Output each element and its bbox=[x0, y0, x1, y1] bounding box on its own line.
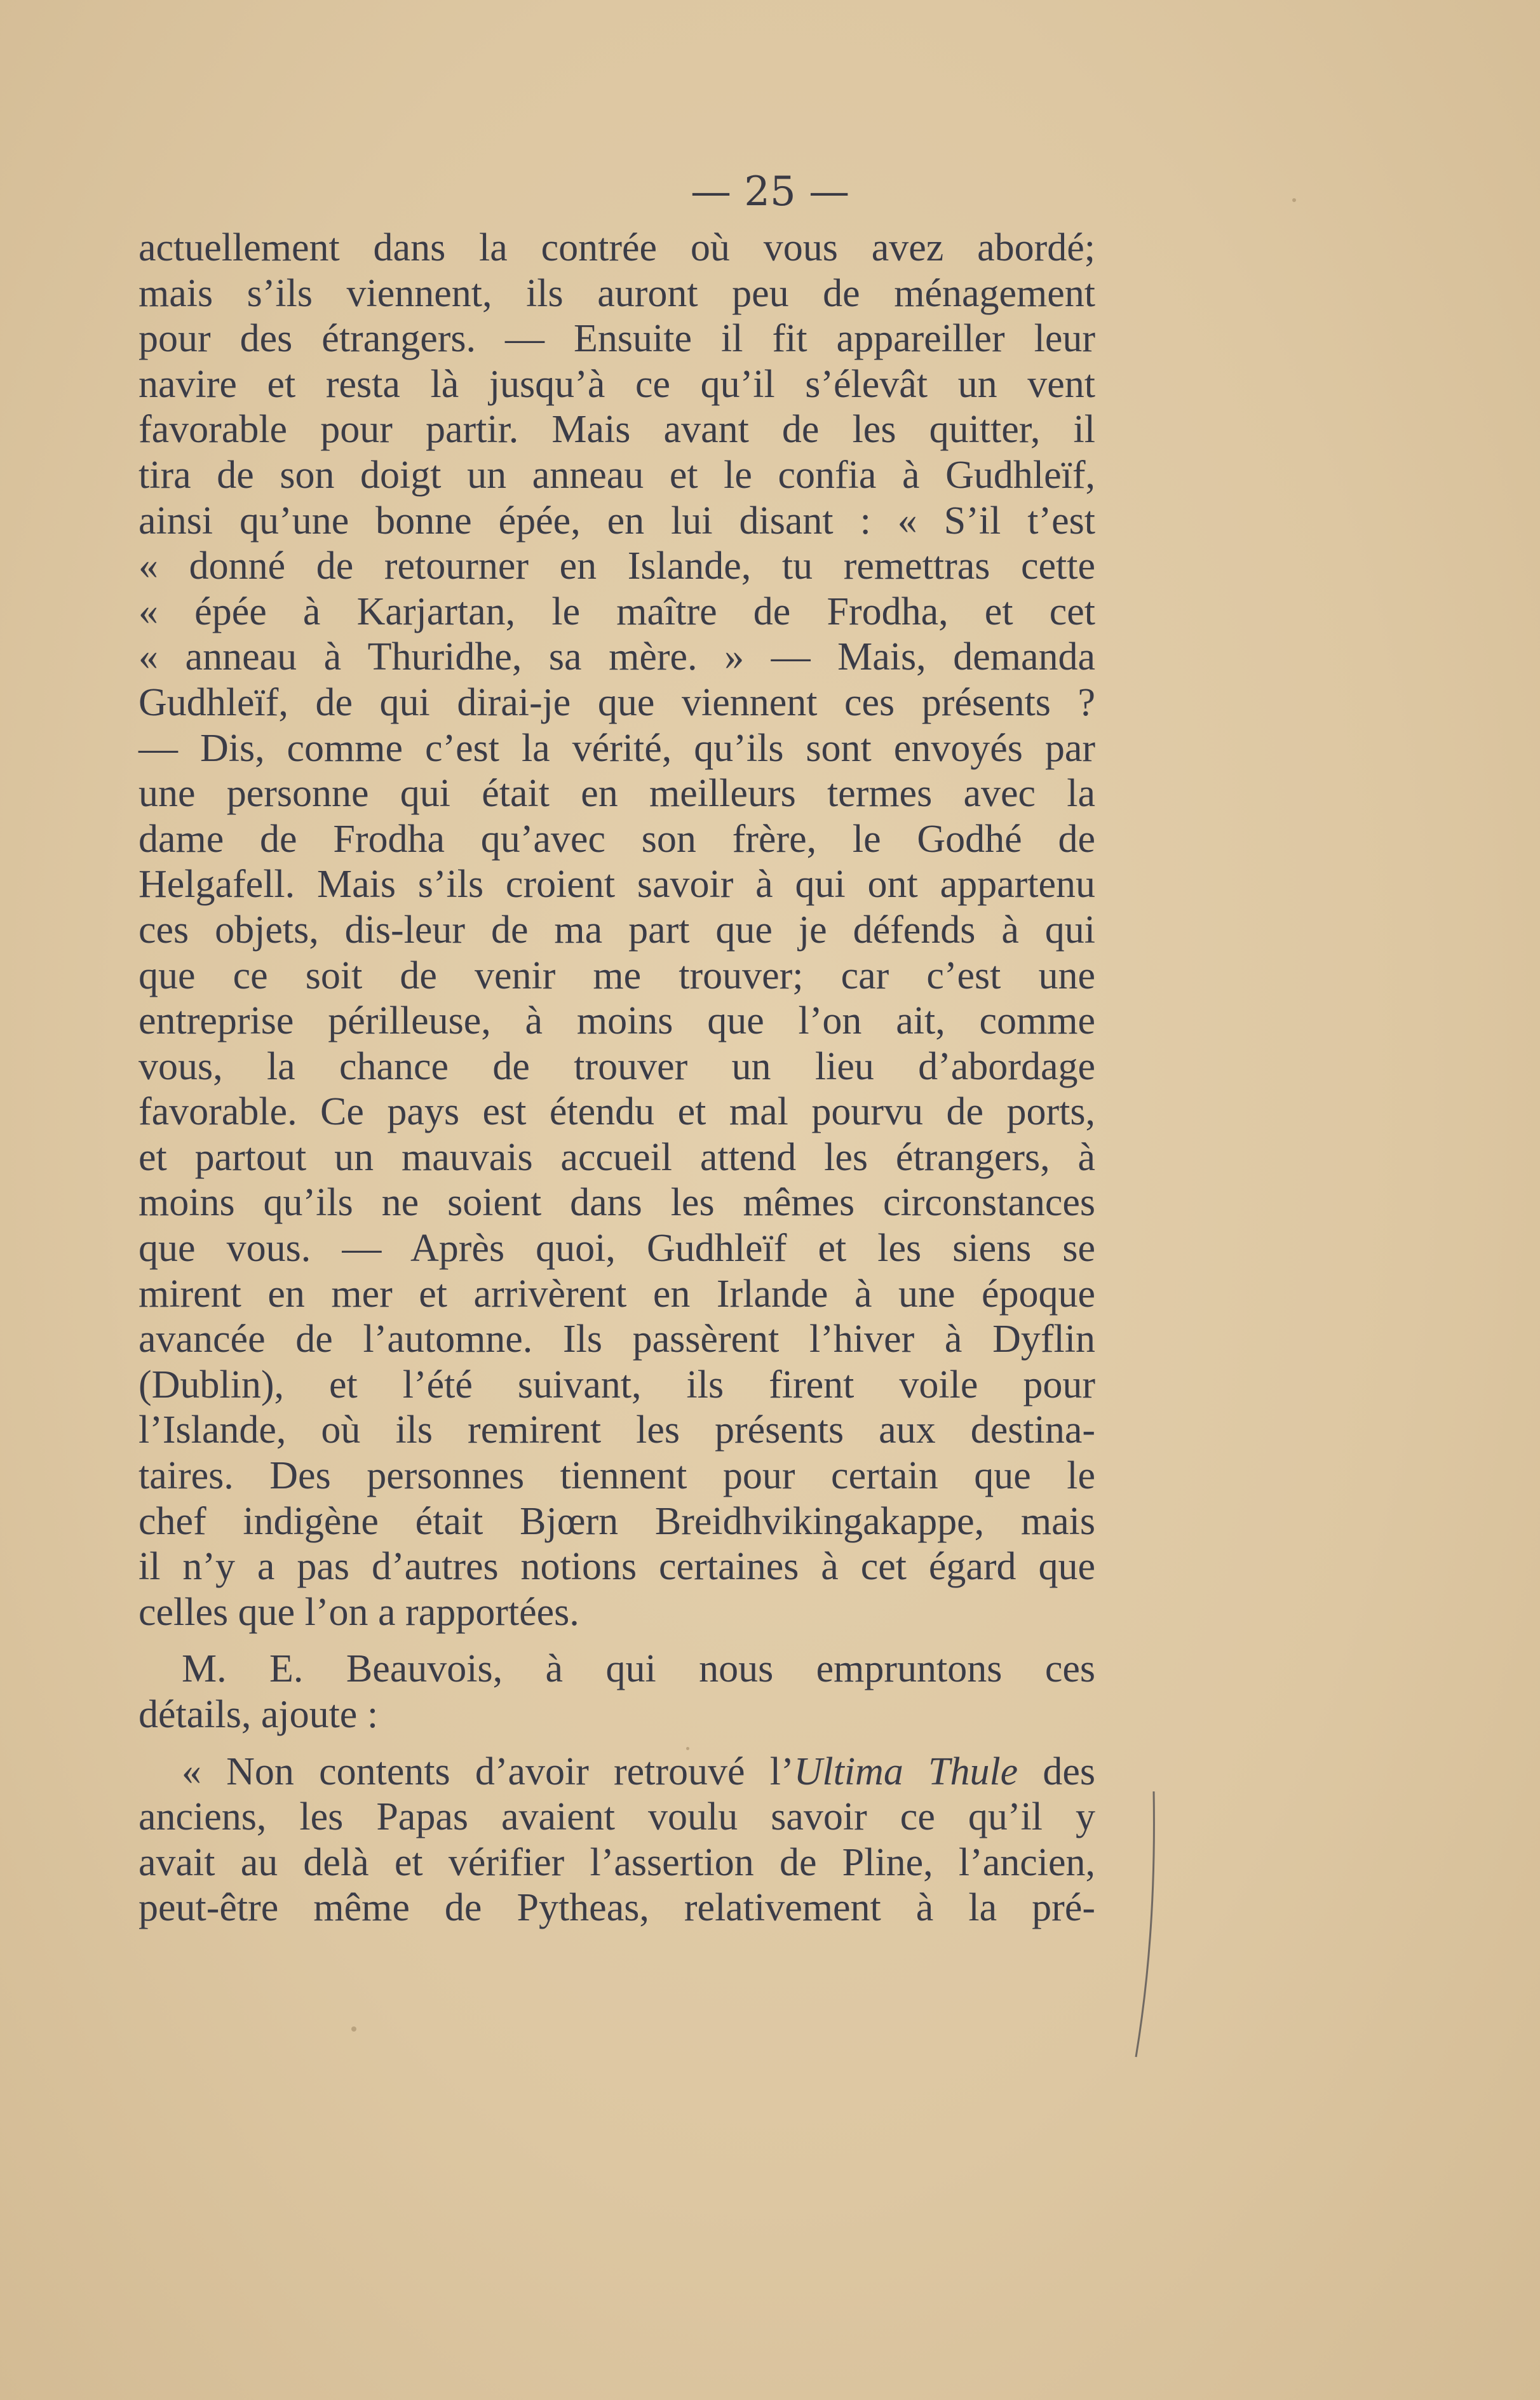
quote-text-start: « Non contents d’avoir retrouvé l’ bbox=[182, 1749, 794, 1793]
page-number: — 25 — bbox=[690, 168, 850, 215]
text-line: que vous. — Après quoi, Gudhleïf et les siens se bbox=[138, 1227, 1095, 1271]
text-line: vous, la chance de trouver un lieu d’abordage bbox=[138, 1044, 1095, 1088]
text-line: une personne qui était en meilleurs termes avec la bbox=[138, 772, 1095, 816]
paragraph-quotation bbox=[138, 1749, 1095, 1931]
text-line: « donné de retourner en Islande, tu remettras cette bbox=[138, 544, 1095, 588]
text-line: M. E. Beauvois, à qui nous empruntons ces bbox=[182, 1647, 1095, 1691]
text-line: que ce soit de venir me trouver; car c’est une bbox=[138, 954, 1095, 997]
text-line: ces objets, dis-leur de ma part que je défends à qui bbox=[138, 908, 1095, 952]
text-line: Gudhleïf, de qui dirai-je que viennent ces présents ? bbox=[138, 680, 1095, 724]
text-line: — Dis, comme c’est la vérité, qu’ils sont envoyés par bbox=[138, 726, 1095, 770]
text-line: il n’y a pas d’autres notions certaines à cet égard que bbox=[138, 1545, 1095, 1589]
italic-title: Ultima Thule bbox=[794, 1749, 1018, 1793]
text-line: favorable. Ce pays est étendu et mal pourvu de ports, bbox=[138, 1090, 1095, 1134]
text-line: mirent en mer et arrivèrent en Irlande à une époque bbox=[138, 1272, 1095, 1316]
text-line: peut-être même de Pytheas, relativement à la pré- bbox=[138, 1886, 1095, 1930]
body-text bbox=[138, 226, 1095, 1931]
text-line bbox=[138, 1749, 1095, 1795]
text-line: (Dublin), et l’été suivant, ils firent voile pour bbox=[138, 1363, 1095, 1406]
paper-speck bbox=[1292, 198, 1296, 202]
text-line: détails, ajoute : bbox=[138, 1693, 379, 1736]
text-line: actuellement dans la contrée où vous avez abordé; bbox=[138, 226, 1095, 269]
text-line: dame de Frodha qu’avec son frère, le Godhé de bbox=[138, 817, 1095, 861]
paper-speck bbox=[686, 1747, 689, 1750]
paper-speck bbox=[351, 2026, 356, 2032]
paragraph-beauvois bbox=[138, 1647, 1095, 1737]
text-line: avancée de l’automne. Ils passèrent l’hiver à Dyflin bbox=[138, 1318, 1095, 1361]
text-line: « anneau à Thuridhe, sa mère. » — Mais, demanda bbox=[138, 635, 1095, 679]
text-line: moins qu’ils ne soient dans les mêmes circonstances bbox=[138, 1181, 1095, 1225]
text-line: pour des étrangers. — Ensuite il fit appareiller leur bbox=[138, 317, 1095, 361]
paragraph-gap bbox=[138, 1738, 1095, 1749]
text-line: navire et resta là jusqu’à ce qu’il s’élevât un vent bbox=[138, 362, 1095, 406]
text-line: mais s’ils viennent, ils auront peu de ménagement bbox=[138, 271, 1095, 315]
text-line: avait au delà et vérifier l’assertion de Pline, l’ancien, bbox=[138, 1840, 1095, 1884]
text-line: ainsi qu’une bonne épée, en lui disant : « S’il t’est bbox=[138, 499, 1095, 543]
text-line: taires. Des personnes tiennent pour certain que le bbox=[138, 1454, 1095, 1498]
text-line: « épée à Karjartan, le maître de Frodha, et cet bbox=[138, 590, 1095, 633]
pencil-margin-mark bbox=[1133, 1791, 1159, 2058]
quote-text-end: des bbox=[1018, 1749, 1095, 1793]
text-line: et partout un mauvais accueil attend les étrangers, à bbox=[138, 1135, 1095, 1179]
text-line: tira de son doigt un anneau et le confia à Gudhleïf, bbox=[138, 453, 1095, 497]
text-line: Helgafell. Mais s’ils croient savoir à qui ont appartenu bbox=[138, 863, 1095, 907]
text-line: celles que l’on a rapportées. bbox=[138, 1590, 579, 1634]
text-line: entreprise périlleuse, à moins que l’on ait, comme bbox=[138, 999, 1095, 1043]
text-line: l’Islande, où ils remirent les présents aux destina- bbox=[138, 1408, 1095, 1452]
paragraph-continuation bbox=[138, 226, 1095, 1635]
text-line: favorable pour partir. Mais avant de les quitter, il bbox=[138, 408, 1095, 452]
paragraph-gap bbox=[138, 1635, 1095, 1647]
text-line: chef indigène était Bjœrn Breidhvikingakappe, mais bbox=[138, 1499, 1095, 1543]
text-line: anciens, les Papas avaient voulu savoir ce qu’il y bbox=[138, 1795, 1095, 1839]
